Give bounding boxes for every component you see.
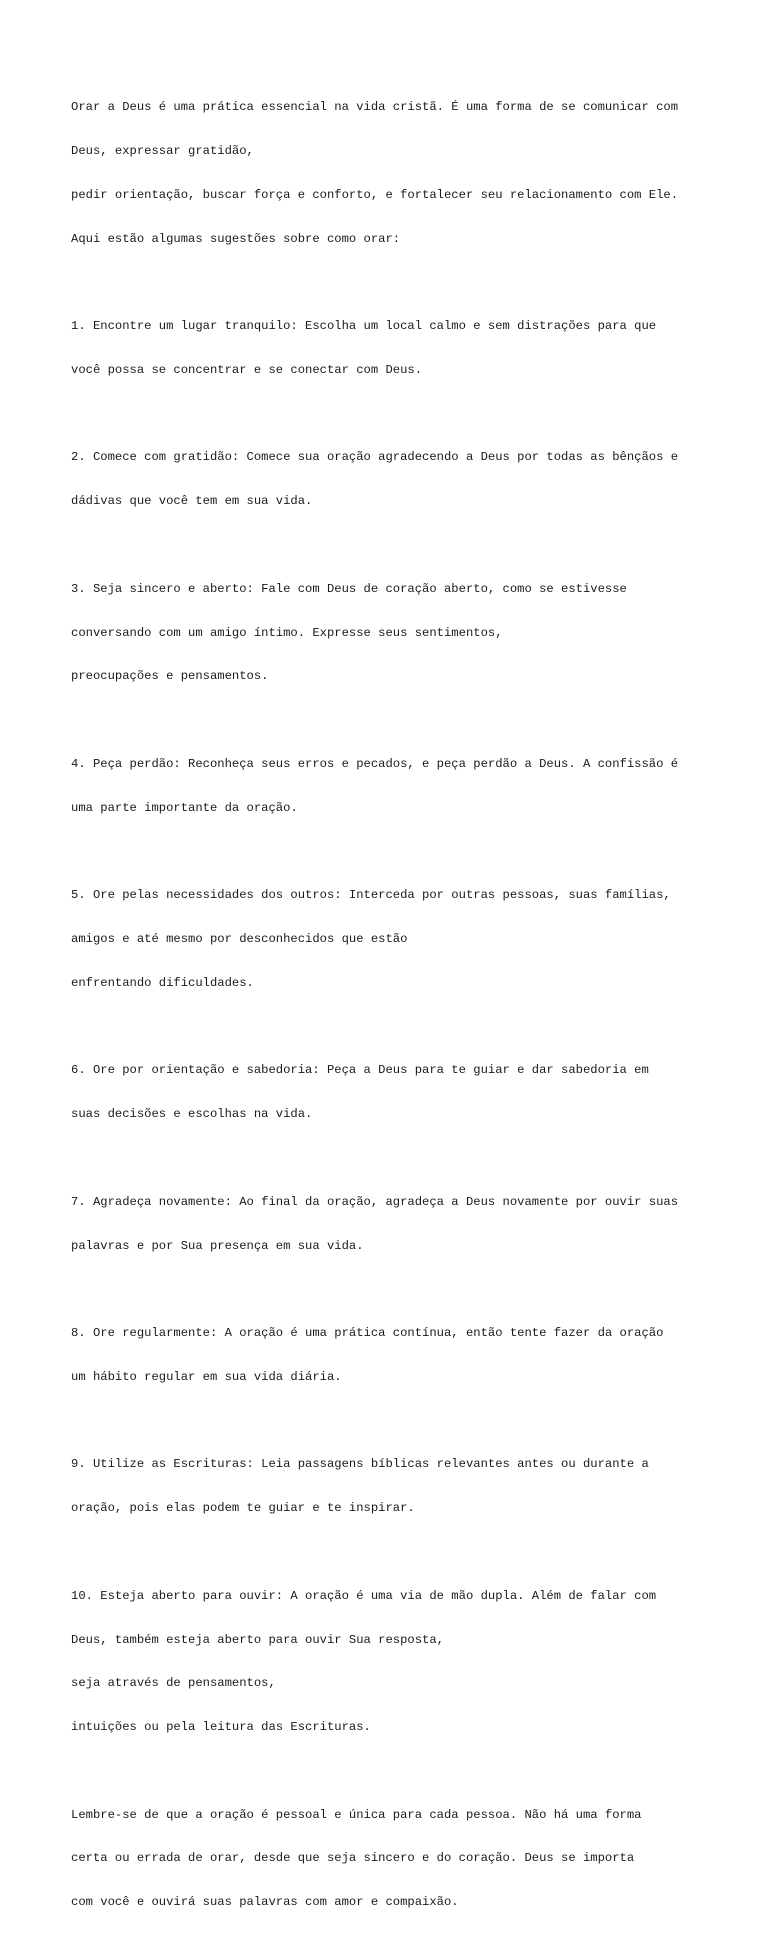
text-line: com você e ouvirá suas palavras com amor e compaixão. bbox=[71, 1895, 459, 1910]
text-line: oração, pois elas podem te guiar e te inspirar. bbox=[71, 1501, 415, 1516]
document-page bbox=[71, 71, 711, 1954]
text-line: Orar a Deus é uma prática essencial na vida cristã. É uma forma de se comunicar com bbox=[71, 100, 679, 115]
text-line: Aqui estão algumas sugestões sobre como orar: bbox=[71, 231, 401, 246]
text-line: intuições ou pela leitura das Escrituras. bbox=[71, 1720, 371, 1735]
text-line: 10. Esteja aberto para ouvir: A oração é uma via de mão dupla. Além de falar com bbox=[71, 1588, 657, 1603]
suggestion-6 bbox=[71, 1034, 711, 1151]
text-line: você possa se concentrar e se conectar com Deus. bbox=[71, 362, 423, 377]
suggestion-7 bbox=[71, 1166, 711, 1283]
suggestion-5 bbox=[71, 859, 711, 1020]
text-line: 2. Comece com gratidão: Comece sua oração agradecendo a Deus por todas as bênçãos e bbox=[71, 450, 679, 465]
text-line: conversando com um amigo íntimo. Expresse seus sentimentos, bbox=[71, 625, 503, 640]
text-line: 7. Agradeça novamente: Ao final da oração, agradeça a Deus novamente por ouvir suas bbox=[71, 1194, 679, 1209]
text-line: 3. Seja sincero e aberto: Fale com Deus de coração aberto, como se estivesse bbox=[71, 581, 627, 596]
text-line: Deus, expressar gratidão, bbox=[71, 143, 254, 158]
suggestion-9 bbox=[71, 1428, 711, 1545]
suggestion-2 bbox=[71, 421, 711, 538]
text-line: Lembre-se de que a oração é pessoal e única para cada pessoa. Não há uma forma bbox=[71, 1807, 642, 1822]
suggestion-1 bbox=[71, 290, 711, 407]
text-line: Deus, também esteja aberto para ouvir Sua resposta, bbox=[71, 1632, 444, 1647]
intro-paragraph bbox=[71, 71, 711, 275]
text-line: 9. Utilize as Escrituras: Leia passagens bíblicas relevantes antes ou durante a bbox=[71, 1457, 649, 1472]
closing-paragraph bbox=[71, 1778, 711, 1939]
text-line: suas decisões e escolhas na vida. bbox=[71, 1107, 313, 1122]
suggestion-4 bbox=[71, 728, 711, 845]
text-line: 6. Ore por orientação e sabedoria: Peça a Deus para te guiar e dar sabedoria em bbox=[71, 1063, 649, 1078]
text-line: preocupações e pensamentos. bbox=[71, 669, 269, 684]
text-line: um hábito regular em sua vida diária. bbox=[71, 1369, 342, 1384]
text-line: enfrentando dificuldades. bbox=[71, 975, 254, 990]
text-line: palavras e por Sua presença em sua vida. bbox=[71, 1238, 364, 1253]
text-line: uma parte importante da oração. bbox=[71, 800, 298, 815]
text-line: seja através de pensamentos, bbox=[71, 1676, 276, 1691]
text-line: pedir orientação, buscar força e conforto, e fortalecer seu relacionamento com Ele. bbox=[71, 187, 679, 202]
suggestion-10 bbox=[71, 1560, 711, 1764]
text-line: 5. Ore pelas necessidades dos outros: Interceda por outras pessoas, suas famílias, bbox=[71, 888, 671, 903]
text-line: 4. Peça perdão: Reconheça seus erros e pecados, e peça perdão a Deus. A confissão é bbox=[71, 756, 679, 771]
text-line: dádivas que você tem em sua vida. bbox=[71, 494, 313, 509]
text-line: 8. Ore regularmente: A oração é uma prática contínua, então tente fazer da oração bbox=[71, 1326, 664, 1341]
text-line: 1. Encontre um lugar tranquilo: Escolha um local calmo e sem distrações para que bbox=[71, 319, 657, 334]
text-line: certa ou errada de orar, desde que seja sincero e do coração. Deus se importa bbox=[71, 1851, 635, 1866]
suggestion-3 bbox=[71, 553, 711, 714]
text-line: amigos e até mesmo por desconhecidos que estão bbox=[71, 932, 408, 947]
suggestion-8 bbox=[71, 1297, 711, 1414]
